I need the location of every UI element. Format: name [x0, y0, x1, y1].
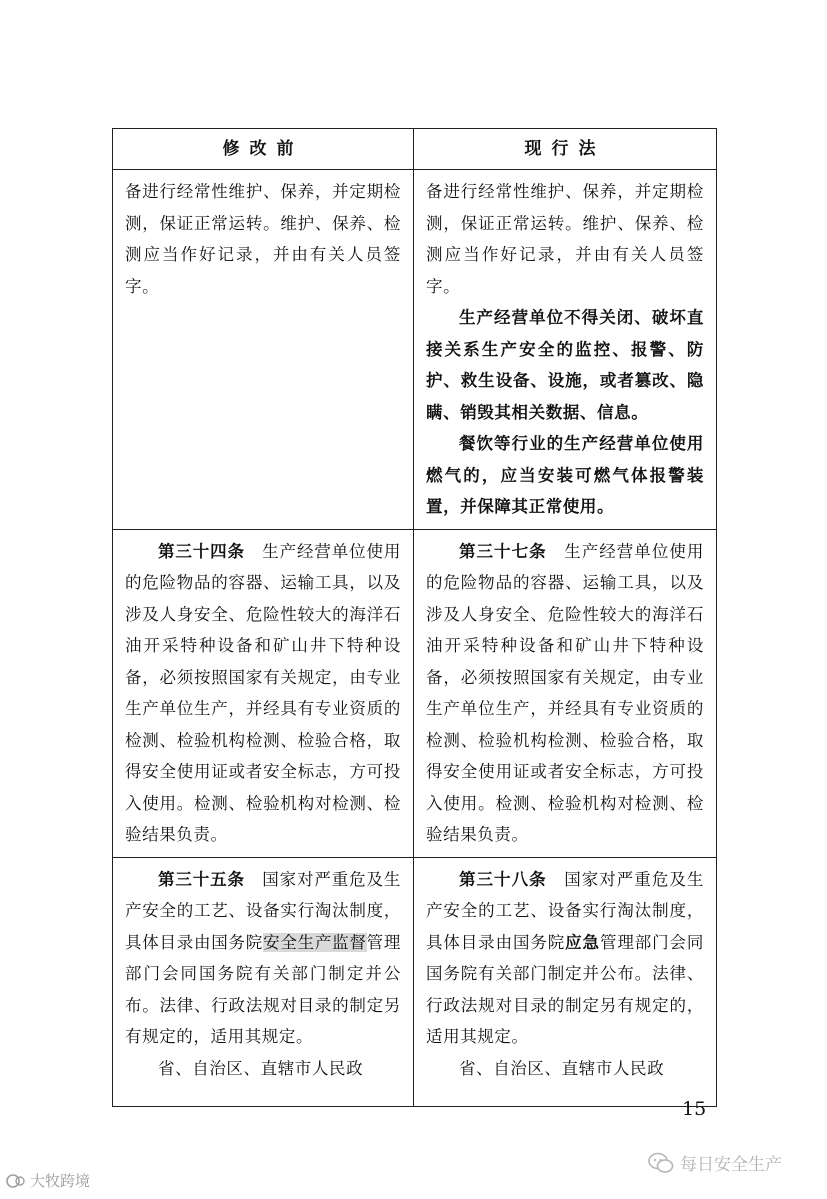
header-current: 现行法 [414, 129, 717, 170]
article-text: 国家对严重危及生产安全的工艺、设备实行淘汰制度，具体目录由国务院 [125, 869, 402, 952]
cell-before [113, 857, 414, 1106]
watermark-left-text: 大牧跨境 [30, 1172, 91, 1190]
changed-text: 应急 [565, 932, 600, 952]
article-number: 第三十七条 [459, 541, 547, 561]
table-row [113, 170, 717, 530]
paragraph [426, 536, 704, 851]
cell-current [414, 170, 717, 530]
cell-before [113, 529, 414, 857]
page-number: 15 [682, 1098, 707, 1120]
article-text: 生产经营单位使用的危险物品的容器、运输工具，以及涉及人身安全、危险性较大的海洋石油开采特种设备和矿山井下特种设备，必须按照国家有关规定，由专业生产单位生产，并经具有专业资质的检测、检验机构检测、检验合格，取得安全使用证或者安全标志，方可投入使用。检测、检验机构对检测、检验结果负责。 [125, 541, 402, 844]
watermark-right-text: 每日安全生产 [680, 1155, 782, 1175]
cell-current [414, 857, 717, 1106]
article-text: 国家对严重危及生产安全的工艺、设备实行淘汰制度，具体目录由国务院 [426, 869, 704, 952]
watermark-left [6, 1170, 90, 1191]
cell-before [113, 170, 414, 530]
paragraph: 备进行经常性维护、保养，并定期检测，保证正常运转。维护、保养、检测应当作好记录，并由有关人员签字。 [426, 182, 704, 296]
paragraph-added: 餐饮等行业的生产经营单位使用燃气的，应当安装可燃气体报警装置，并保障其正常使用。 [426, 434, 704, 516]
brand-logo-icon [6, 1173, 26, 1189]
paragraph: 备进行经常性维护、保养，并定期检测，保证正常运转。维护、保养、检测应当作好记录，并由有关人员签字。 [125, 182, 401, 296]
paragraph [125, 864, 401, 1053]
paragraph-added: 生产经营单位不得关闭、破坏直接关系生产安全的监控、报警、防护、救生设备、设施，或者篡改、隐瞒、销毁其相关数据、信息。 [426, 308, 704, 422]
table-header-row [113, 129, 717, 170]
highlighted-text: 安全生产监督 [263, 932, 367, 952]
article-text: 管理部门会同国务院有关部门制定并公布。法律、行政法规对目录的制定另有规定的，适用其规定。 [426, 932, 704, 1046]
article-number: 第三十四条 [158, 541, 245, 561]
table-row [113, 529, 717, 857]
paragraph: 省、自治区、直辖市人民政 [158, 1058, 364, 1078]
header-before: 修改前 [113, 129, 414, 170]
watermark-right [648, 1150, 782, 1175]
article-number: 第三十八条 [459, 869, 547, 889]
article-number: 第三十五条 [158, 869, 245, 889]
table-row [113, 857, 717, 1106]
paragraph [125, 536, 401, 851]
paragraph: 省、自治区、直辖市人民政 [459, 1058, 665, 1078]
article-text: 管理部门会同国务院有关部门制定并公布。法律、行政法规对目录的制定另有规定的，适用其规定。 [125, 932, 401, 1046]
article-text: 生产经营单位使用的危险物品的容器、运输工具，以及涉及人身安全、危险性较大的海洋石油开采特种设备和矿山井下特种设备，必须按照国家有关规定，由专业生产单位生产，并经具有专业资质的检测、检验机构检测、检验合格，取得安全使用证或者安全标志，方可投入使用。检测、检验机构对检测、检验结果负责。 [426, 541, 704, 844]
comparison-table [112, 128, 717, 1107]
wechat-icon [648, 1152, 674, 1174]
paragraph [426, 864, 704, 1053]
cell-current [414, 529, 717, 857]
